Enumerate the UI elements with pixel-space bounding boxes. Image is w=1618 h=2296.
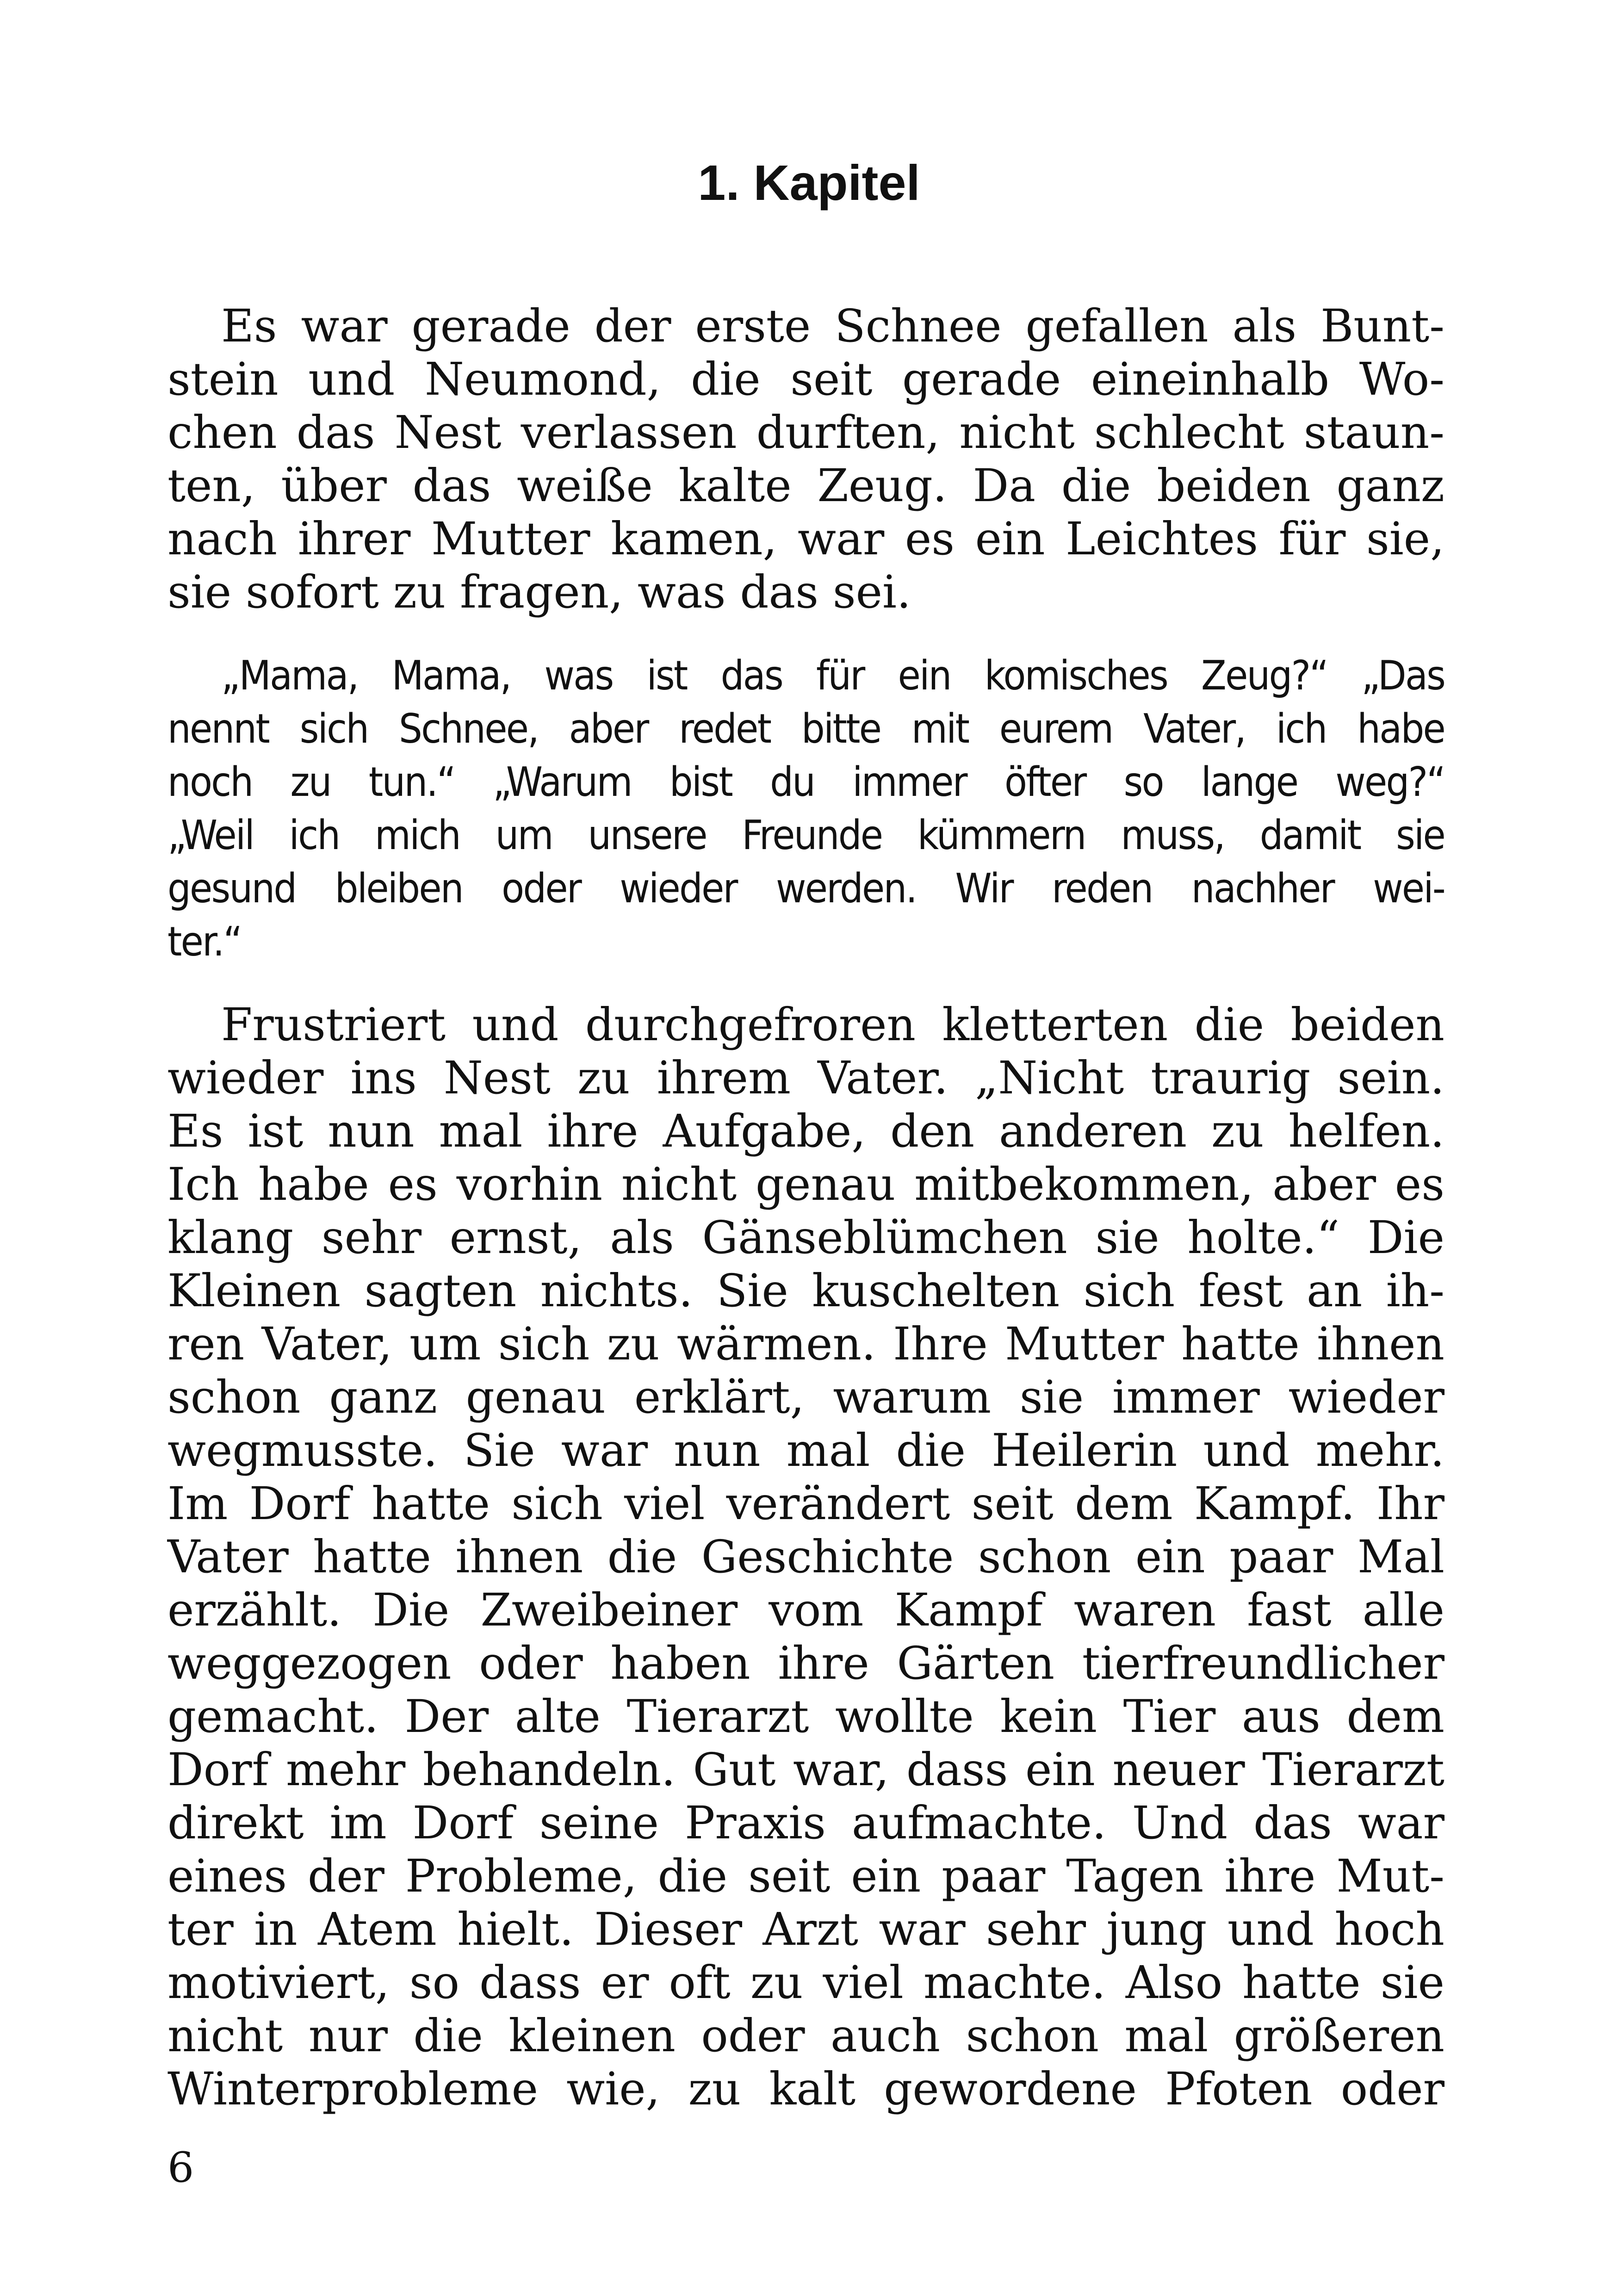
text-line: gemacht. Der alte Tierarzt wollte kein Tier aus dem [167, 1690, 1444, 1743]
text-line: nicht nur die kleinen oder auch schon mal größeren [167, 2010, 1444, 2062]
text-line: ter in Atem hielt. Dieser Arzt war sehr jung und hoch [167, 1903, 1444, 1955]
text-line: Es war gerade der erste Schnee gefallen als Bunt- [221, 300, 1444, 352]
text-line: direkt im Dorf seine Praxis aufmachte. Und das war [167, 1797, 1444, 1849]
text-line: ren Vater, um sich zu wärmen. Ihre Mutter hatte ihnen [167, 1318, 1444, 1370]
text-line: nennt sich Schnee, aber redet bitte mit eurem Vater, ich habe [167, 705, 1444, 752]
text-line: „Mama, Mama, was ist das für ein komisches Zeug?“ „Das [221, 652, 1445, 699]
chapter-title: 1. Kapitel [698, 155, 920, 211]
text-line: Ich habe es vorhin nicht genau mitbekommen, aber es [167, 1158, 1444, 1210]
text-line: „Weil ich mich um unsere Freunde kümmern muss, damit sie [167, 812, 1444, 859]
text-line: weggezogen oder haben ihre Gärten tierfreundlicher [167, 1637, 1444, 1689]
text-line: stein und Neumond, die seit gerade eineinhalb Wo- [167, 353, 1444, 405]
text-line: erzählt. Die Zweibeiner vom Kampf waren fast alle [167, 1584, 1444, 1636]
text-line: Im Dorf hatte sich viel verändert seit dem Kampf. Ihr [167, 1477, 1444, 1530]
text-line: motiviert, so dass er oft zu viel machte. Also hatte sie [167, 1956, 1444, 2009]
text-line: Kleinen sagten nichts. Sie kuschelten sich fest an ih- [167, 1265, 1444, 1317]
text-line: eines der Probleme, die seit ein paar Tagen ihre Mut- [167, 1850, 1444, 1902]
page-number: 6 [167, 2143, 194, 2192]
text-line: Es ist nun mal ihre Aufgabe, den anderen zu helfen. [167, 1105, 1444, 1157]
text-line: ter.“ [167, 918, 242, 965]
text-line: sie sofort zu fragen, was das sei. [167, 566, 911, 618]
text-line: Frustriert und durchgefroren kletterten die beiden [221, 999, 1444, 1051]
text-line: chen das Nest verlassen durften, nicht schlecht staun- [167, 406, 1444, 459]
text-line: wieder ins Nest zu ihrem Vater. „Nicht traurig sein. [167, 1052, 1444, 1104]
text-line: Winterprobleme wie, zu kalt gewordene Pfoten oder [167, 2063, 1444, 2115]
text-line: noch zu tun.“ „Warum bist du immer öfter so lange weg?“ [167, 758, 1444, 806]
text-line: wegmusste. Sie war nun mal die Heilerin und mehr. [167, 1424, 1444, 1477]
text-line: klang sehr ernst, als Gänseblümchen sie holte.“ Die [167, 1211, 1444, 1264]
text-line: ten, über das weiße kalte Zeug. Da die beiden ganz [167, 459, 1444, 512]
text-line: Dorf mehr behandeln. Gut war, dass ein neuer Tierarzt [167, 1744, 1444, 1796]
text-line: nach ihrer Mutter kamen, war es ein Leichtes für sie, [167, 513, 1444, 565]
text-line: schon ganz genau erklärt, warum sie immer wieder [167, 1371, 1444, 1423]
text-line: Vater hatte ihnen die Geschichte schon ein paar Mal [167, 1531, 1444, 1583]
text-line: gesund bleiben oder wieder werden. Wir reden nachher wei- [167, 865, 1444, 912]
